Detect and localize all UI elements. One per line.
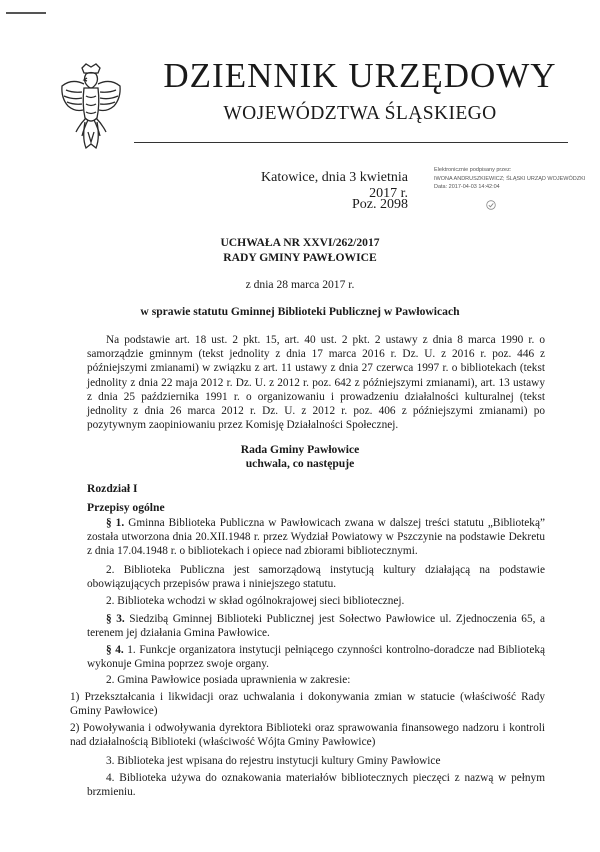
paragraph-4 [87, 643, 545, 671]
paragraph-3-mark: § 3. [106, 613, 125, 625]
preamble: Na podstawie art. 18 ust. 2 pkt. 15, art. 40 ust. 2 pkt. 2 ustawy z dnia 8 marca 1990 r. o samorządzie gminnym (tekst jednolity z dnia 17 marca 2016 r. Dz. U. z 2016 r. poz. 446 z późniejszymi zmianami) w związku z art. 11 ustawy z dnia 27 czerwca 1997 r. o bibliotekach (tekst jednolity z dnia 22 maja 2012 r. Dz. U. z 2012 r. poz. 642 z późniejszymi zmianami), art. 13 ustawy z dnia 25 października 1991 r. o organizowaniu i prowadzeniu działalności kulturalnej (tekst jednolity z dnia 26 marca 2012 r. Dz. U. z 2012 r. poz. 406 z późniejszymi zmianami) po pozytywnym zaopiniowaniu przez Komisję Działalności Społecznej. [87, 334, 545, 432]
paragraph-1-text: Gminna Biblioteka Publiczna w Pawłowicach zwana w dalszej treści statutu „Biblioteką” została utworzona dnia 20.XII.1948 r. przez Wydział Powiatowy w Pszczynie na podstawie Dekretu z dnia 17.04.1948 r. o bibliotekach i opiece nad zbiorami bibliotecznymi. [87, 517, 545, 558]
electronic-signature-block [434, 166, 598, 192]
chapter-label: Rozdział I [87, 482, 138, 495]
masthead-divider [134, 142, 568, 143]
place-date: Katowice, dnia 3 kwietnia 2017 r. [261, 170, 408, 201]
paragraph-1-item-3: 2. Biblioteka wchodzi w skład ogólnokrajowej sieci bibliotecznej. [106, 595, 405, 607]
paragraph-4-list-1: 1) Przekształcania i likwidacji oraz uchwalania i dokonywania zmian w statucie (właściwość Rady Gminy Pawłowice) [70, 691, 545, 718]
masthead-subtitle: WOJEWÓDZTWA ŚLĄSKIEGO [223, 103, 497, 124]
paragraph-3-text: Siedzibą Gminnej Biblioteki Publicznej jest Sołectwo Pawłowice ul. Zjednoczenia 65, a terenem jej działania Gmina Pawłowice. [87, 613, 545, 640]
paragraph-4-item-3: 3. Biblioteka jest wpisana do rejestru instytucji kultury Gminy Pawłowice [106, 755, 441, 767]
paragraph-4-text: 1. Funkcje organizatora instytucji pełniącego czynności kontrolno-doradcze nad Biblioteką wykonuje Gmina poprzez swoje organy. [87, 644, 545, 671]
council-name: RADY GMINY PAWŁOWICE [223, 251, 377, 264]
council-resolves: uchwala, co następuje [245, 457, 355, 470]
paragraph-4-list-2: 2) Powoływania i odwoływania dyrektora Biblioteki oraz sprawowania finansowego nadzoru i kontroli nad działalnością Biblioteki (właściwość Wójta Gminy Pawłowice) [70, 722, 545, 749]
resolution-title: UCHWAŁA NR XXVI/262/2017 [220, 236, 380, 249]
paragraph-4-item-2: 2. Gmina Pawłowice posiada uprawnienia w zakresie: [106, 674, 351, 686]
resolution-date: z dnia 28 marca 2017 r. [245, 278, 355, 291]
corner-mark [6, 12, 46, 14]
signature-check-icon [486, 200, 496, 210]
paragraph-1-item-2: 2. Biblioteka Publiczna jest samorządową instytucją kultury działającą na podstawie obowiązujących przepisów prawa i niniejszego statutu. [87, 564, 545, 591]
paragraph-1 [87, 516, 545, 559]
paragraph-1-mark: § 1. [106, 517, 125, 529]
esign-line-3: Data: 2017-04-03 14:42:04 [434, 184, 500, 190]
council-heading: Rada Gminy Pawłowice [240, 443, 360, 456]
resolution-subject: w sprawie statutu Gminnej Biblioteki Publicznej w Pawłowicach [140, 305, 460, 318]
chapter-title: Przepisy ogólne [87, 501, 165, 514]
esign-line-1: Elektronicznie podpisany przez: [434, 167, 512, 173]
eagle-emblem-icon [58, 62, 124, 154]
esign-line-2: IWONA ANDRUSZKIEWICZ; ŚLĄSKI URZĄD WOJEWÓDZKI [434, 175, 586, 182]
paragraph-4-item-4: 4. Biblioteka używa do oznakowania materiałów bibliotecznych pieczęci z nazwą w pełnym brzmieniu. [87, 772, 545, 799]
position-number: Poz. 2098 [352, 197, 408, 212]
masthead-title: DZIENNIK URZĘDOWY [163, 56, 557, 95]
paragraph-3 [87, 612, 545, 640]
paragraph-4-mark: § 4. [106, 644, 124, 656]
